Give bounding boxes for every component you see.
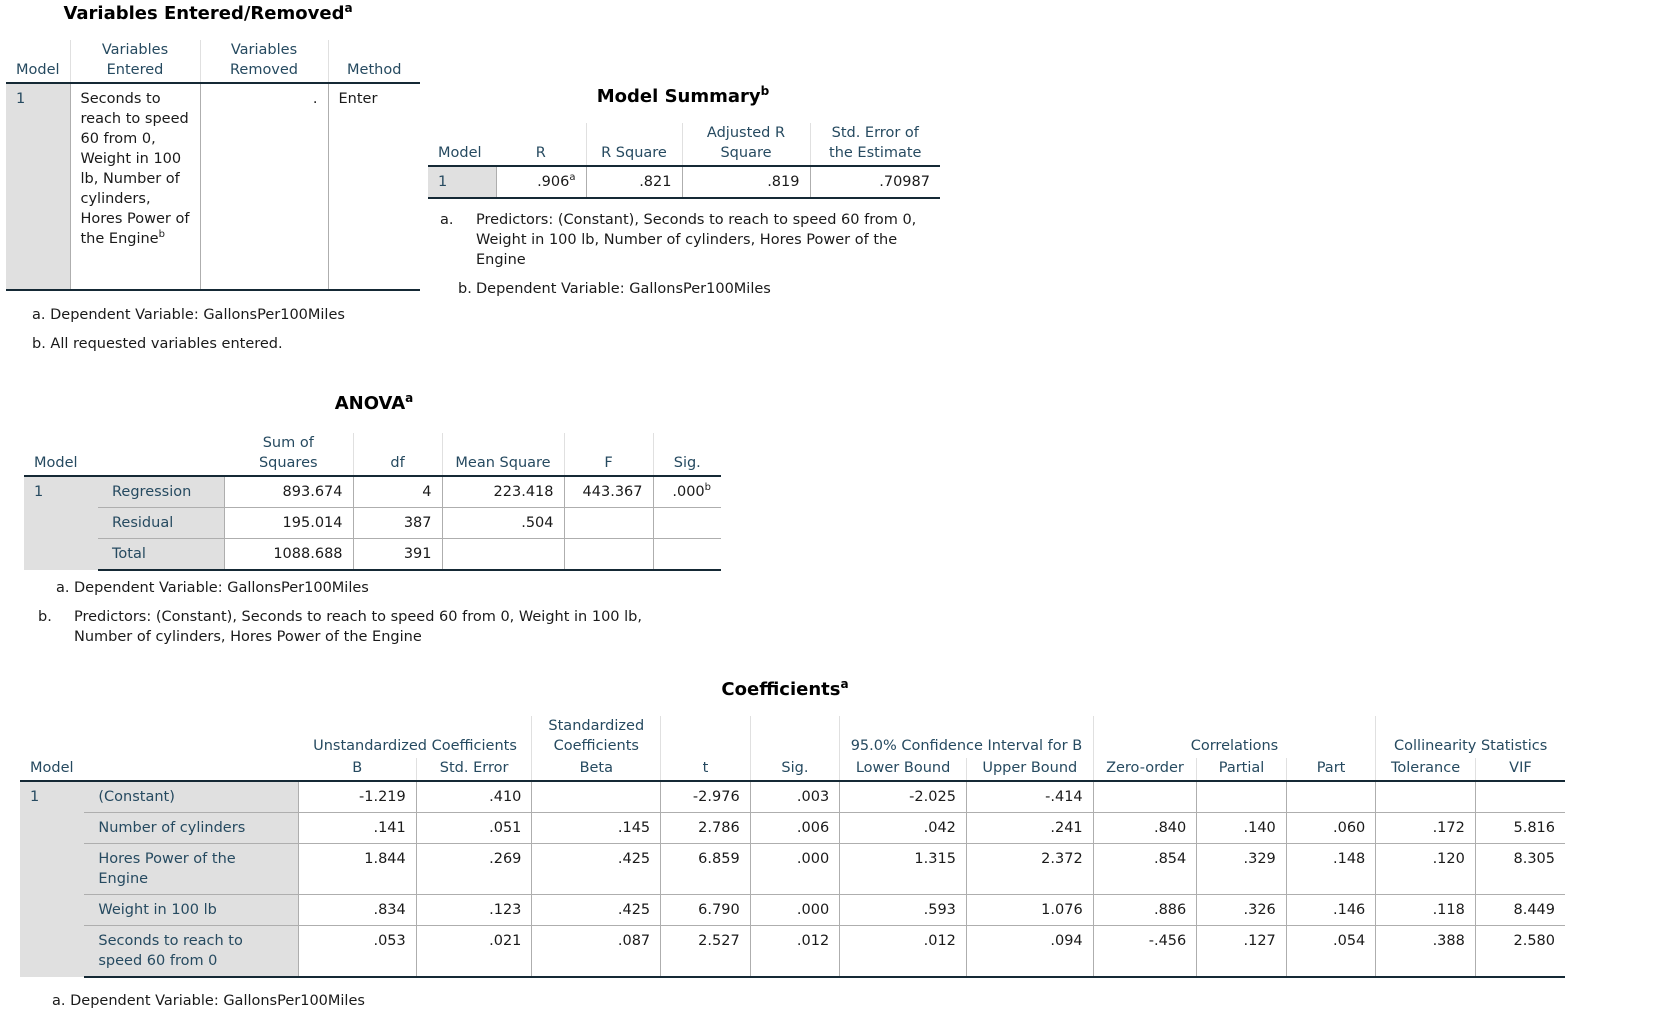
partial-value: .140 (1197, 813, 1287, 844)
sig-value: .000$^b$ (653, 476, 721, 508)
beta-value: .087 (532, 926, 661, 978)
vif-value: 8.449 (1475, 895, 1565, 926)
anova-footnote-b: b. Predictors: (Constant), Seconds to reach to speed 60 from 0, Weight in 100 lb, Number of cylinders, Hores Power of the Engine (38, 609, 642, 645)
method-value: Enter (328, 83, 420, 290)
col-tolerance: Tolerance (1376, 758, 1476, 781)
table-row (24, 476, 721, 508)
r-value: .906$^a$ (496, 166, 586, 198)
tolerance-value: .388 (1376, 926, 1476, 978)
coefficients-table (20, 716, 1565, 978)
row-model: 1 (20, 781, 84, 977)
col-beta: Beta (532, 758, 661, 781)
t-value: 6.790 (661, 895, 751, 926)
vif-value: 5.816 (1475, 813, 1565, 844)
table-row (6, 83, 420, 290)
row-label: Residual (98, 508, 224, 539)
b-value: .834 (299, 895, 417, 926)
col-sum-of-squares: Sum of Squares (224, 433, 353, 476)
b-value: .053 (299, 926, 417, 978)
col-vars-removed: Variables Removed (200, 40, 328, 83)
col-model: Model (24, 433, 224, 476)
row-label: (Constant) (84, 781, 298, 813)
row-label: Hores Power of the Engine (84, 844, 298, 895)
col-sig: Sig. (750, 758, 840, 781)
part-value: .054 (1286, 926, 1376, 978)
std-error-value: .021 (416, 926, 532, 978)
row-model: 1 (24, 476, 98, 570)
model-summary-footnote-b: b. Dependent Variable: GallonsPer100Miles (458, 281, 771, 297)
adj-r-square-value: .819 (682, 166, 810, 198)
std-error-value: .70987 (810, 166, 940, 198)
table-row (20, 781, 1565, 813)
part-value (1286, 781, 1376, 813)
partial-value: .127 (1197, 926, 1287, 978)
model-summary-table (428, 123, 940, 199)
partial-value: .326 (1197, 895, 1287, 926)
var-entered-footnote-a: a. Dependent Variable: GallonsPer100Miles (32, 307, 345, 323)
col-lower-bound: Lower Bound (840, 758, 967, 781)
row-label: Seconds to reach to speed 60 from 0 (84, 926, 298, 978)
b-value: -1.219 (299, 781, 417, 813)
part-value: .060 (1286, 813, 1376, 844)
sig-value: .006 (750, 813, 840, 844)
row-label: Weight in 100 lb (84, 895, 298, 926)
part-value: .148 (1286, 844, 1376, 895)
col-f: F (564, 433, 653, 476)
row-label: Total (98, 539, 224, 571)
model-summary-title: Model Summary$^b$ (596, 84, 770, 107)
col-std-error: Std. Error (416, 758, 532, 781)
coefficients-title: Coefficients$^a$ (721, 677, 849, 700)
beta-value (532, 781, 661, 813)
row-model: 1 (428, 166, 496, 198)
t-value: 2.527 (661, 926, 751, 978)
group-unstandardized: Unstandardized Coefficients (313, 738, 517, 754)
zero-order-value (1093, 781, 1197, 813)
beta-value: .145 (532, 813, 661, 844)
table-row (24, 539, 721, 571)
vars-entered-value: Seconds to reach to speed 60 from 0, Weight in 100 lb, Number of cylinders, Hores Power of the Engine$^b$ (70, 83, 200, 290)
coefficients-footnote: a. Dependent Variable: GallonsPer100Miles (52, 993, 365, 1009)
col-part: Part (1286, 758, 1376, 781)
ms-value: .504 (442, 508, 564, 539)
col-std-error: Std. Error of the Estimate (810, 123, 940, 166)
b-value: .141 (299, 813, 417, 844)
tolerance-value: .120 (1376, 844, 1476, 895)
vars-removed-value: . (200, 83, 328, 290)
var-entered-table (6, 40, 420, 291)
lower-bound-value: .042 (840, 813, 967, 844)
f-value (564, 508, 653, 539)
group-collinearity: Collinearity Statistics (1376, 716, 1565, 758)
model-summary-footnote-a: a. Predictors: (Constant), Seconds to reach to speed 60 from 0, Weight in 100 lb, Number of cylinders, Hores Power of the Engine (440, 212, 917, 268)
t-value: -2.976 (661, 781, 751, 813)
zero-order-value: -.456 (1093, 926, 1197, 978)
col-model: Model (428, 123, 496, 166)
upper-bound-value: 2.372 (966, 844, 1093, 895)
table-row (24, 508, 721, 539)
tolerance-value (1376, 781, 1476, 813)
sig-value: .003 (750, 781, 840, 813)
col-b: B (299, 758, 417, 781)
df-value: 391 (353, 539, 442, 571)
group-standardized: Standardized Coefficients (532, 716, 661, 758)
f-value (564, 539, 653, 571)
anova-footnote-a: a. Dependent Variable: GallonsPer100Miles (56, 580, 369, 596)
zero-order-value: .840 (1093, 813, 1197, 844)
col-df: df (353, 433, 442, 476)
var-entered-footnote-b: b. All requested variables entered. (32, 336, 283, 352)
ss-value: 893.674 (224, 476, 353, 508)
sig-value: .012 (750, 926, 840, 978)
vif-value (1475, 781, 1565, 813)
sig-value: .000 (750, 844, 840, 895)
group-confidence-interval: 95.0% Confidence Interval for B (840, 716, 1093, 758)
col-r: R (496, 123, 586, 166)
sig-value (653, 508, 721, 539)
lower-bound-value: .012 (840, 926, 967, 978)
part-value: .146 (1286, 895, 1376, 926)
df-value: 387 (353, 508, 442, 539)
ms-value (442, 539, 564, 571)
col-mean-square: Mean Square (442, 433, 564, 476)
row-label: Regression (98, 476, 224, 508)
col-r-square: R Square (586, 123, 682, 166)
upper-bound-value: .241 (966, 813, 1093, 844)
beta-value: .425 (532, 844, 661, 895)
zero-order-value: .886 (1093, 895, 1197, 926)
col-t: t (661, 758, 751, 781)
tolerance-value: .118 (1376, 895, 1476, 926)
table-row (20, 895, 1565, 926)
col-vif: VIF (1475, 758, 1565, 781)
partial-value: .329 (1197, 844, 1287, 895)
lower-bound-value: .593 (840, 895, 967, 926)
upper-bound-value: .094 (966, 926, 1093, 978)
r-square-value: .821 (586, 166, 682, 198)
col-method: Method (328, 40, 420, 83)
col-vars-entered: Variables Entered (70, 40, 200, 83)
lower-bound-value: -2.025 (840, 781, 967, 813)
f-value: 443.367 (564, 476, 653, 508)
group-correlations: Correlations (1093, 716, 1376, 758)
std-error-value: .269 (416, 844, 532, 895)
t-value: 2.786 (661, 813, 751, 844)
ss-value: 195.014 (224, 508, 353, 539)
t-value: 6.859 (661, 844, 751, 895)
anova-table (24, 433, 721, 571)
var-entered-title: Variables Entered/Removed$^a$ (63, 1, 353, 24)
table-row (428, 166, 940, 198)
zero-order-value: .854 (1093, 844, 1197, 895)
partial-value (1197, 781, 1287, 813)
b-value: 1.844 (299, 844, 417, 895)
col-adj-r-square: Adjusted R Square (682, 123, 810, 166)
col-partial: Partial (1197, 758, 1287, 781)
sig-value (653, 539, 721, 571)
anova-title: ANOVA$^a$ (334, 391, 414, 414)
vif-value: 8.305 (1475, 844, 1565, 895)
std-error-value: .410 (416, 781, 532, 813)
row-label: Number of cylinders (84, 813, 298, 844)
lower-bound-value: 1.315 (840, 844, 967, 895)
ss-value: 1088.688 (224, 539, 353, 571)
vif-value: 2.580 (1475, 926, 1565, 978)
row-model: 1 (6, 83, 70, 290)
col-upper-bound: Upper Bound (966, 758, 1093, 781)
col-zero-order: Zero-order (1093, 758, 1197, 781)
std-error-value: .051 (416, 813, 532, 844)
df-value: 4 (353, 476, 442, 508)
table-row (20, 926, 1565, 978)
sig-value: .000 (750, 895, 840, 926)
col-model: Model (6, 40, 70, 83)
beta-value: .425 (532, 895, 661, 926)
ms-value: 223.418 (442, 476, 564, 508)
col-sig: Sig. (653, 433, 721, 476)
table-row (20, 813, 1565, 844)
upper-bound-value: 1.076 (966, 895, 1093, 926)
table-row (20, 844, 1565, 895)
col-model: Model (20, 758, 299, 781)
upper-bound-value: -.414 (966, 781, 1093, 813)
std-error-value: .123 (416, 895, 532, 926)
tolerance-value: .172 (1376, 813, 1476, 844)
